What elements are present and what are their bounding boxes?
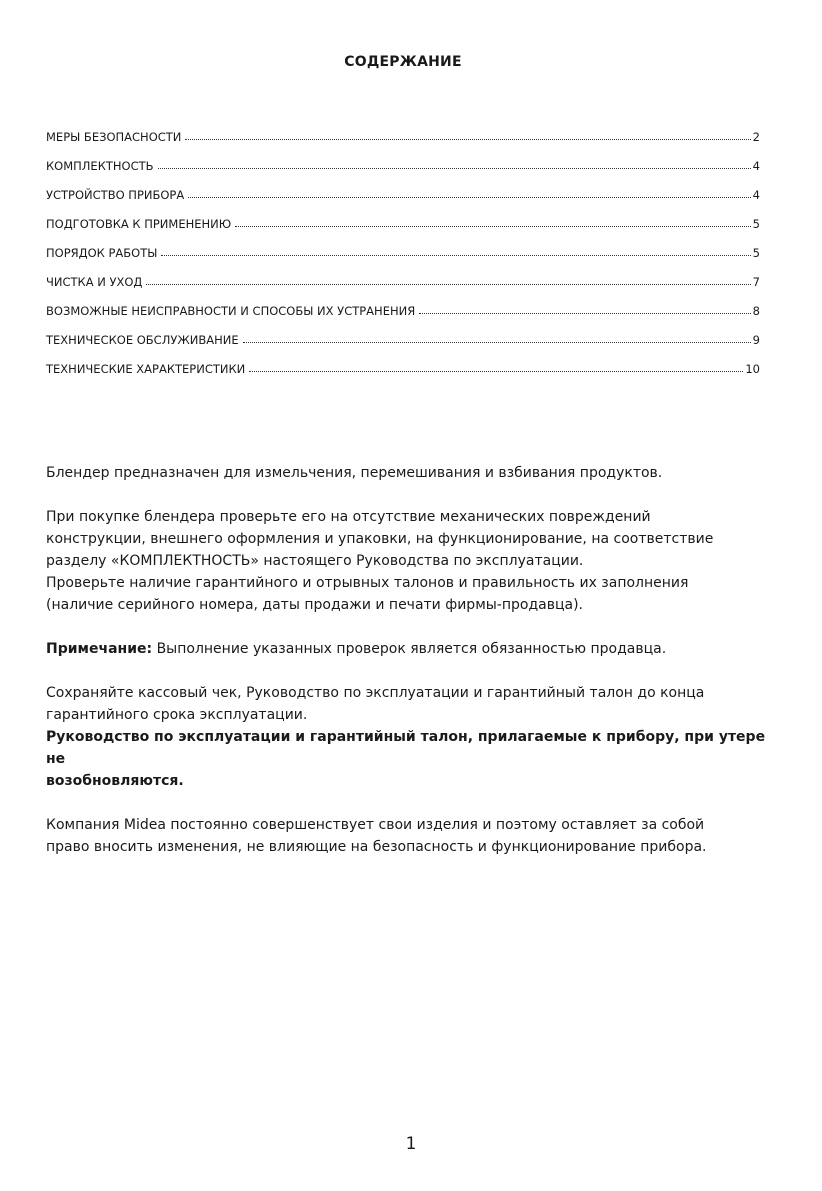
check-line-4: Проверьте наличие гарантийного и отрывных талонов и правильность их заполнения	[46, 575, 689, 591]
toc-item-page: 4	[752, 159, 760, 173]
toc-item-maintenance[interactable]	[46, 318, 760, 347]
toc-item-label: ПОДГОТОВКА К ПРИМЕНЕНИЮ	[46, 217, 232, 231]
toc-item-page: 9	[752, 333, 760, 347]
check-line-2: конструкции, внешнего оформления и упаковки, на функционирование, на соответствие	[46, 531, 714, 547]
toc-item-safety[interactable]	[46, 115, 760, 144]
toc-item-package[interactable]	[46, 144, 760, 173]
intro-line: Блендер предназначен для измельчения, перемешивания и взбивания продуктов.	[46, 465, 663, 481]
toc-item-cleaning[interactable]	[46, 260, 760, 289]
company-paragraph	[46, 814, 776, 858]
toc-item-label: ПОРЯДОК РАБОТЫ	[46, 246, 158, 260]
keep-receipt-paragraph	[46, 682, 776, 792]
note-line	[46, 638, 776, 660]
note-label: Примечание:	[46, 641, 153, 657]
keep-line-1: Сохраняйте кассовый чек, Руководство по эксплуатации и гарантийный талон до конца	[46, 685, 705, 701]
intro-paragraph	[46, 462, 776, 484]
toc-leader-dots	[243, 341, 751, 343]
toc-item-preparation[interactable]	[46, 202, 760, 231]
toc-item-label: ВОЗМОЖНЫЕ НЕИСПРАВНОСТИ И СПОСОБЫ ИХ УСТРАНЕНИЯ	[46, 304, 416, 318]
toc-item-label: ЧИСТКА И УХОД	[46, 275, 143, 289]
body-text	[46, 462, 776, 880]
toc-item-label: МЕРЫ БЕЗОПАСНОСТИ	[46, 130, 182, 144]
toc-item-label: ТЕХНИЧЕСКИЕ ХАРАКТЕРИСТИКИ	[46, 362, 246, 376]
note-text: Выполнение указанных проверок является обязанностью продавца.	[152, 641, 667, 657]
company-line-2: право вносить изменения, не влияющие на безопасность и функционирование прибора.	[46, 839, 707, 855]
check-line-1: При покупке блендера проверьте его на отсутствие механических повреждений	[46, 509, 651, 525]
toc-title: СОДЕРЖАНИЕ	[344, 54, 462, 70]
keep-bold-line-2: возобновляются.	[46, 773, 184, 789]
toc-item-page: 7	[752, 275, 760, 289]
toc-item-page: 2	[752, 130, 760, 144]
toc-item-specifications[interactable]	[46, 347, 760, 376]
purchase-check-paragraph	[46, 506, 776, 616]
toc-leader-dots	[419, 312, 750, 314]
toc-leader-dots	[158, 167, 751, 169]
toc-item-label: УСТРОЙСТВО ПРИБОРА	[46, 188, 185, 202]
toc-leader-dots	[146, 283, 750, 285]
toc-item-label: ТЕХНИЧЕСКОЕ ОБСЛУЖИВАНИЕ	[46, 333, 239, 347]
note-paragraph	[46, 638, 776, 660]
toc-item-operation[interactable]	[46, 231, 760, 260]
page-number: 1	[405, 1134, 417, 1154]
company-line-1: Компания Midea постоянно совершенствует свои изделия и поэтому оставляет за собой	[46, 817, 705, 833]
check-line-3: разделу «КОМПЛЕКТНОСТЬ» настоящего Руководства по эксплуатации.	[46, 553, 584, 569]
toc-leader-dots	[185, 138, 750, 140]
toc-leader-dots	[188, 196, 750, 198]
toc-item-troubleshooting[interactable]	[46, 289, 760, 318]
toc-leader-dots	[249, 370, 743, 372]
keep-line-2: гарантийного срока эксплуатации.	[46, 707, 308, 723]
toc-item-page: 10	[745, 362, 760, 376]
toc-leader-dots	[161, 254, 750, 256]
toc-leader-dots	[235, 225, 750, 227]
toc-item-page: 4	[752, 188, 760, 202]
keep-bold-line-1: Руководство по эксплуатации и гарантийный талон, прилагаемые к прибору, при утере не	[46, 729, 766, 767]
toc-item-page: 8	[752, 304, 760, 318]
table-of-contents	[46, 115, 760, 376]
toc-item-page: 5	[752, 246, 760, 260]
toc-item-label: КОМПЛЕКТНОСТЬ	[46, 159, 154, 173]
toc-item-page: 5	[752, 217, 760, 231]
toc-item-device[interactable]	[46, 173, 760, 202]
check-line-5: (наличие серийного номера, даты продажи и печати фирмы-продавца).	[46, 597, 583, 613]
